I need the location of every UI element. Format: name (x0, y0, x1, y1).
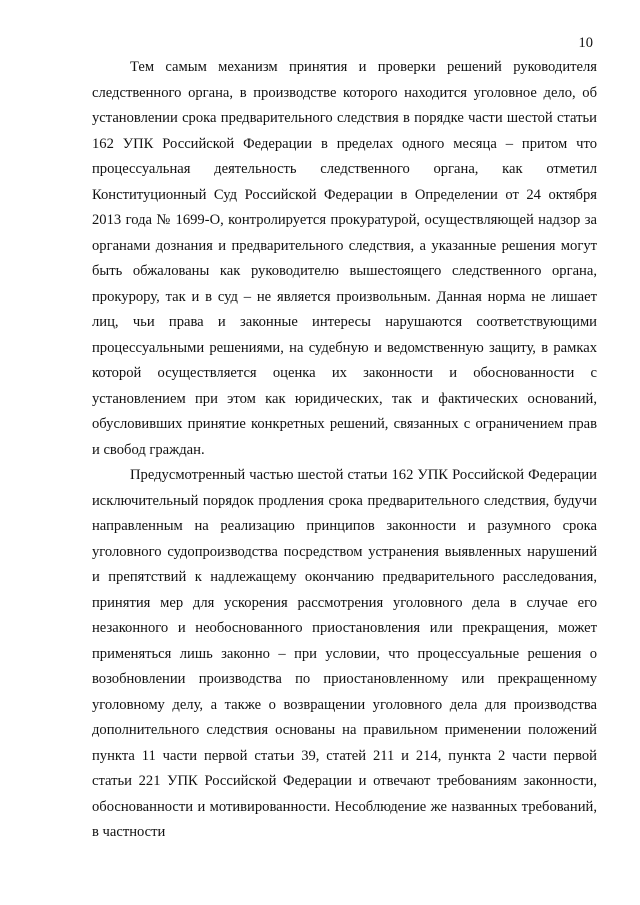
page-number: 10 (578, 35, 593, 51)
paragraph-2: Предусмотренный частью шестой статьи 162 УПК Российской Федерации исключительный порядок продления срока предварительного следствия, будучи направленным на реализацию принципов законности и разумного срока уголовного судопроизводства посредством устранения выявленных нарушений и препятствий к надлежащему окончанию предварительного расследования, принятия мер для ускорения рассмотрения уголовного дела в случае его незаконного и необоснованного приостановления или прекращения, может применяться лишь законно – при условии, что процессуальные решения о возобновлении производства по приостановленному или прекращенному уголовному делу, а также о возвращении уголовного дела для производства дополнительного следствия основаны на правильном применении положений пункта 11 части первой статьи 39, статей 211 и 214, пункта 2 части первой статьи 221 УПК Российской Федерации и отвечают требованиям законности, обоснованности и мотивированности. Несоблюдение же названных требований, в частности (92, 467, 597, 840)
document-body (92, 55, 597, 846)
paragraph-1: Тем самым механизм принятия и проверки решений руководителя следственного органа, в производстве которого находится уголовное дело, об установлении срока предварительного следствия в порядке части шестой статьи 162 УПК Российской Федерации в пределах одного месяца – притом что процессуальная деятельность следственного органа, как отметил Конституционный Суд Российской Федерации в Определении от 24 октября 2013 года № 1699-О, контролируется прокуратурой, осуществляющей надзор за органами дознания и предварительного следствия, а указанные решения могут быть обжалованы как руководителю вышестоящего следственного органа, прокурору, так и в суд – не является произвольным. Данная норма не лишает лиц, чьи права и законные интересы нарушаются соответствующими процессуальными решениями, на судебную и ведомственную защиту, в рамках которой осуществляется оценка их законности и обоснованности с установлением при этом как юридических, так и фактических оснований, обусловивших принятие конкретных решений, связанных с ограничением прав и свобод граждан. (92, 59, 597, 458)
